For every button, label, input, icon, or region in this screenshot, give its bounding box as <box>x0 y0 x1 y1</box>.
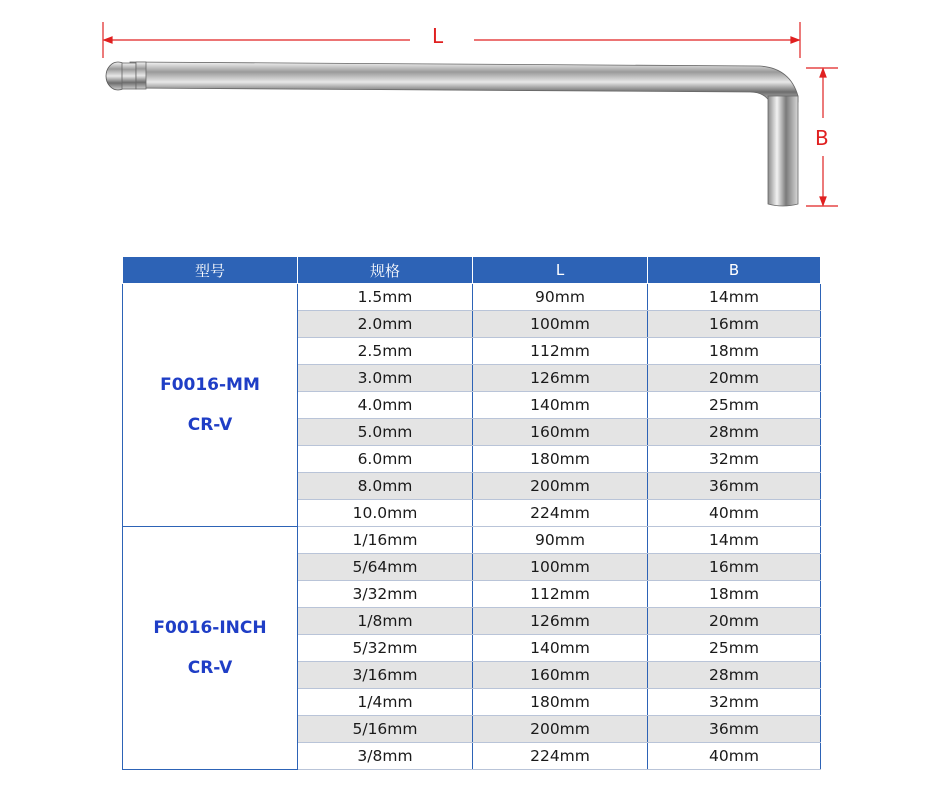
length-cell: 200mm <box>473 716 648 743</box>
spec-cell: 1/8mm <box>298 608 473 635</box>
dimension-l-label: L <box>432 24 444 48</box>
b-cell: 32mm <box>648 689 821 716</box>
table-row <box>123 284 821 311</box>
b-cell: 18mm <box>648 338 821 365</box>
length-cell: 126mm <box>473 608 648 635</box>
dimension-b-label: B <box>815 126 829 150</box>
b-cell: 14mm <box>648 284 821 311</box>
b-cell: 18mm <box>648 581 821 608</box>
length-cell: 100mm <box>473 311 648 338</box>
model-cell <box>123 284 298 527</box>
length-cell: 140mm <box>473 635 648 662</box>
b-cell: 28mm <box>648 419 821 446</box>
length-cell: 160mm <box>473 662 648 689</box>
length-cell: 180mm <box>473 446 648 473</box>
b-cell: 20mm <box>648 365 821 392</box>
wrench-shaft <box>130 62 798 102</box>
header-model: 型号 <box>123 257 298 284</box>
model-name: F0016-MM <box>160 375 260 395</box>
length-cell: 112mm <box>473 338 648 365</box>
length-cell: 90mm <box>473 284 648 311</box>
b-cell: 14mm <box>648 527 821 554</box>
b-cell: 16mm <box>648 554 821 581</box>
spec-cell: 5/32mm <box>298 635 473 662</box>
b-cell: 40mm <box>648 743 821 770</box>
length-cell: 224mm <box>473 500 648 527</box>
spec-cell: 10.0mm <box>298 500 473 527</box>
spec-cell: 2.0mm <box>298 311 473 338</box>
spec-cell: 3/8mm <box>298 743 473 770</box>
hex-key-illustration <box>0 0 945 230</box>
b-cell: 32mm <box>648 446 821 473</box>
table-header-row <box>123 257 821 284</box>
spec-cell: 5.0mm <box>298 419 473 446</box>
header-l: L <box>473 257 648 284</box>
spec-table <box>122 256 821 770</box>
spec-cell: 3/32mm <box>298 581 473 608</box>
ball-end <box>106 62 146 90</box>
spec-cell: 6.0mm <box>298 446 473 473</box>
spec-cell: 3/16mm <box>298 662 473 689</box>
length-cell: 126mm <box>473 365 648 392</box>
b-cell: 16mm <box>648 311 821 338</box>
length-cell: 90mm <box>473 527 648 554</box>
b-cell: 20mm <box>648 608 821 635</box>
dimension-l-line <box>103 22 800 58</box>
wrench-figure <box>0 0 945 230</box>
b-cell: 28mm <box>648 662 821 689</box>
model-cell <box>123 527 298 770</box>
length-cell: 180mm <box>473 689 648 716</box>
spec-cell: 1/16mm <box>298 527 473 554</box>
table-row <box>123 527 821 554</box>
spec-cell: 5/16mm <box>298 716 473 743</box>
length-cell: 160mm <box>473 419 648 446</box>
spec-cell: 1/4mm <box>298 689 473 716</box>
b-cell: 25mm <box>648 635 821 662</box>
b-cell: 36mm <box>648 473 821 500</box>
spec-cell: 1.5mm <box>298 284 473 311</box>
spec-cell: 5/64mm <box>298 554 473 581</box>
model-material: CR-V <box>187 658 233 678</box>
length-cell: 140mm <box>473 392 648 419</box>
spec-cell: 8.0mm <box>298 473 473 500</box>
wrench-leg <box>768 96 798 206</box>
b-cell: 25mm <box>648 392 821 419</box>
length-cell: 112mm <box>473 581 648 608</box>
b-cell: 36mm <box>648 716 821 743</box>
model-name: F0016-INCH <box>153 618 267 638</box>
model-material: CR-V <box>187 415 233 435</box>
b-cell: 40mm <box>648 500 821 527</box>
spec-cell: 4.0mm <box>298 392 473 419</box>
header-b: B <box>648 257 821 284</box>
spec-cell: 2.5mm <box>298 338 473 365</box>
length-cell: 224mm <box>473 743 648 770</box>
length-cell: 200mm <box>473 473 648 500</box>
length-cell: 100mm <box>473 554 648 581</box>
spec-cell: 3.0mm <box>298 365 473 392</box>
header-spec: 规格 <box>298 257 473 284</box>
